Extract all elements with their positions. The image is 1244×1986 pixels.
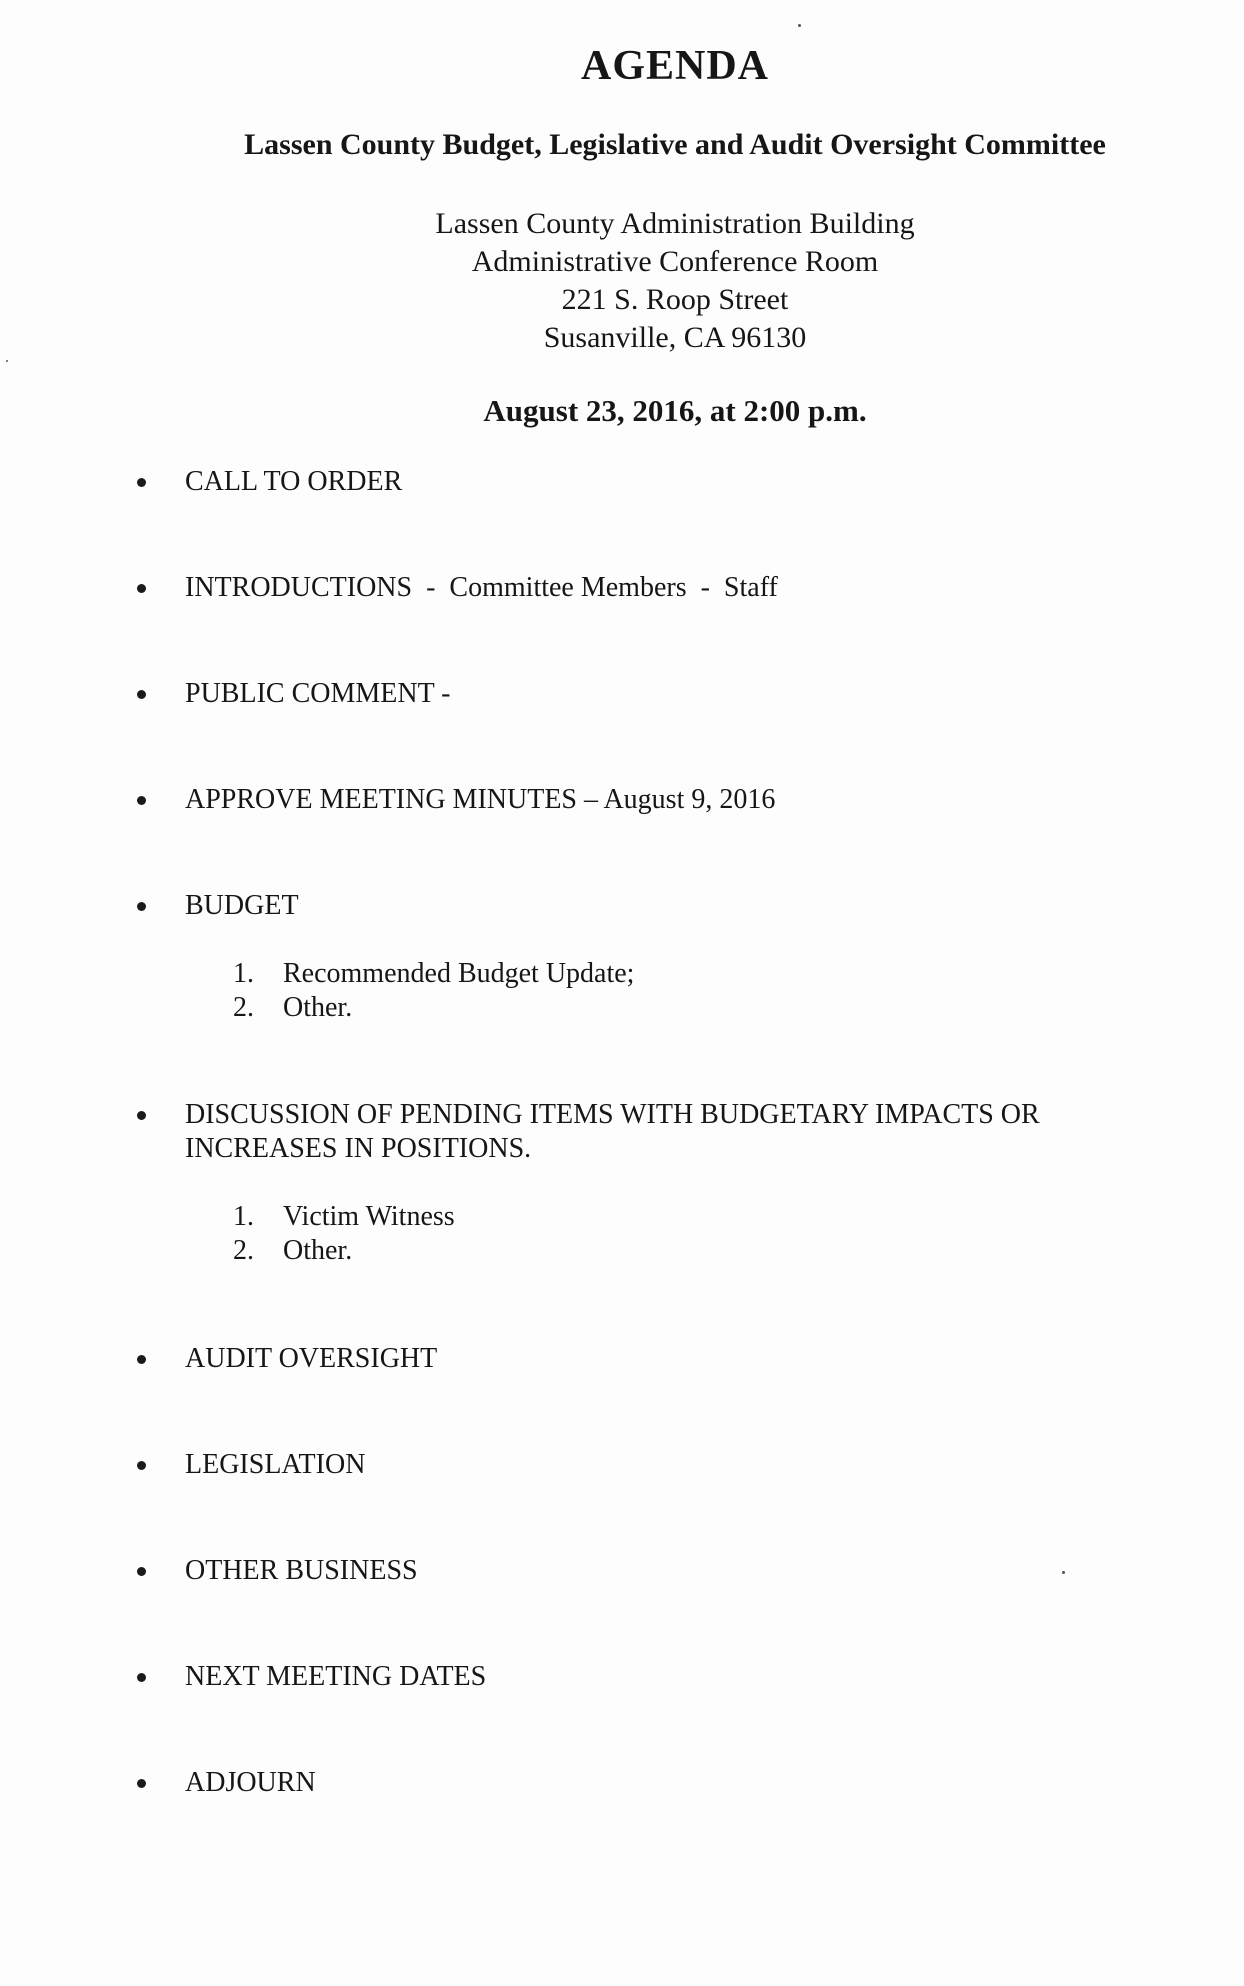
bullet-icon (137, 1461, 146, 1470)
scan-speck (6, 360, 8, 362)
budget-subitem-recommended-update: Recommended Budget Update; (283, 958, 635, 989)
bullet-icon (137, 1779, 146, 1788)
bullet-icon (137, 1567, 146, 1576)
agenda-item-budget: BUDGET (185, 890, 299, 921)
bullet-icon (137, 478, 146, 487)
bullet-icon (137, 796, 146, 805)
location-city: Susanville, CA 96130 (543, 321, 807, 354)
agenda-item-next-meeting-dates: NEXT MEETING DATES (185, 1661, 487, 1692)
agenda-item-pending-items-line1: DISCUSSION OF PENDING ITEMS WITH BUDGETARY IMPACTS OR (185, 1099, 1040, 1130)
location-room: Administrative Conference Room (471, 245, 879, 278)
agenda-item-call-to-order: CALL TO ORDER (185, 466, 403, 497)
agenda-item-pending-items-line2: INCREASES IN POSITIONS. (185, 1133, 532, 1164)
location-street: 221 S. Roop Street (561, 283, 789, 316)
agenda-item-legislation: LEGISLATION (185, 1449, 366, 1480)
bullet-icon (137, 1673, 146, 1682)
scan-speck (798, 24, 801, 27)
pending-subitem-victim-witness: Victim Witness (283, 1201, 455, 1232)
scan-speck (1062, 1571, 1065, 1574)
agenda-title: AGENDA (580, 43, 769, 89)
bullet-icon (137, 584, 146, 593)
agenda-item-approve-minutes: APPROVE MEETING MINUTES – August 9, 2016 (185, 784, 776, 815)
agenda-item-introductions: INTRODUCTIONS - Committee Members - Staff (185, 572, 778, 603)
budget-subitem-number: 2. (233, 992, 254, 1023)
pending-subitem-number: 1. (233, 1201, 254, 1232)
bullet-icon (137, 1111, 146, 1120)
bullet-icon (137, 690, 146, 699)
meeting-datetime: August 23, 2016, at 2:00 p.m. (483, 393, 867, 428)
agenda-item-public-comment: PUBLIC COMMENT - (185, 678, 451, 709)
committee-name: Lassen County Budget, Legislative and Audit Oversight Committee (244, 128, 1106, 161)
bullet-icon (137, 902, 146, 911)
bullet-icon (137, 1355, 146, 1364)
location-building: Lassen County Administration Building (435, 207, 915, 240)
meeting-location (0, 205, 1244, 357)
agenda-item-other-business: OTHER BUSINESS (185, 1555, 418, 1586)
budget-subitem-other: Other. (283, 992, 353, 1023)
budget-subitem-number: 1. (233, 958, 254, 989)
agenda-item-adjourn: ADJOURN (185, 1767, 316, 1798)
pending-subitem-number: 2. (233, 1235, 254, 1266)
agenda-item-audit-oversight: AUDIT OVERSIGHT (185, 1343, 438, 1374)
pending-subitem-other: Other. (283, 1235, 353, 1266)
